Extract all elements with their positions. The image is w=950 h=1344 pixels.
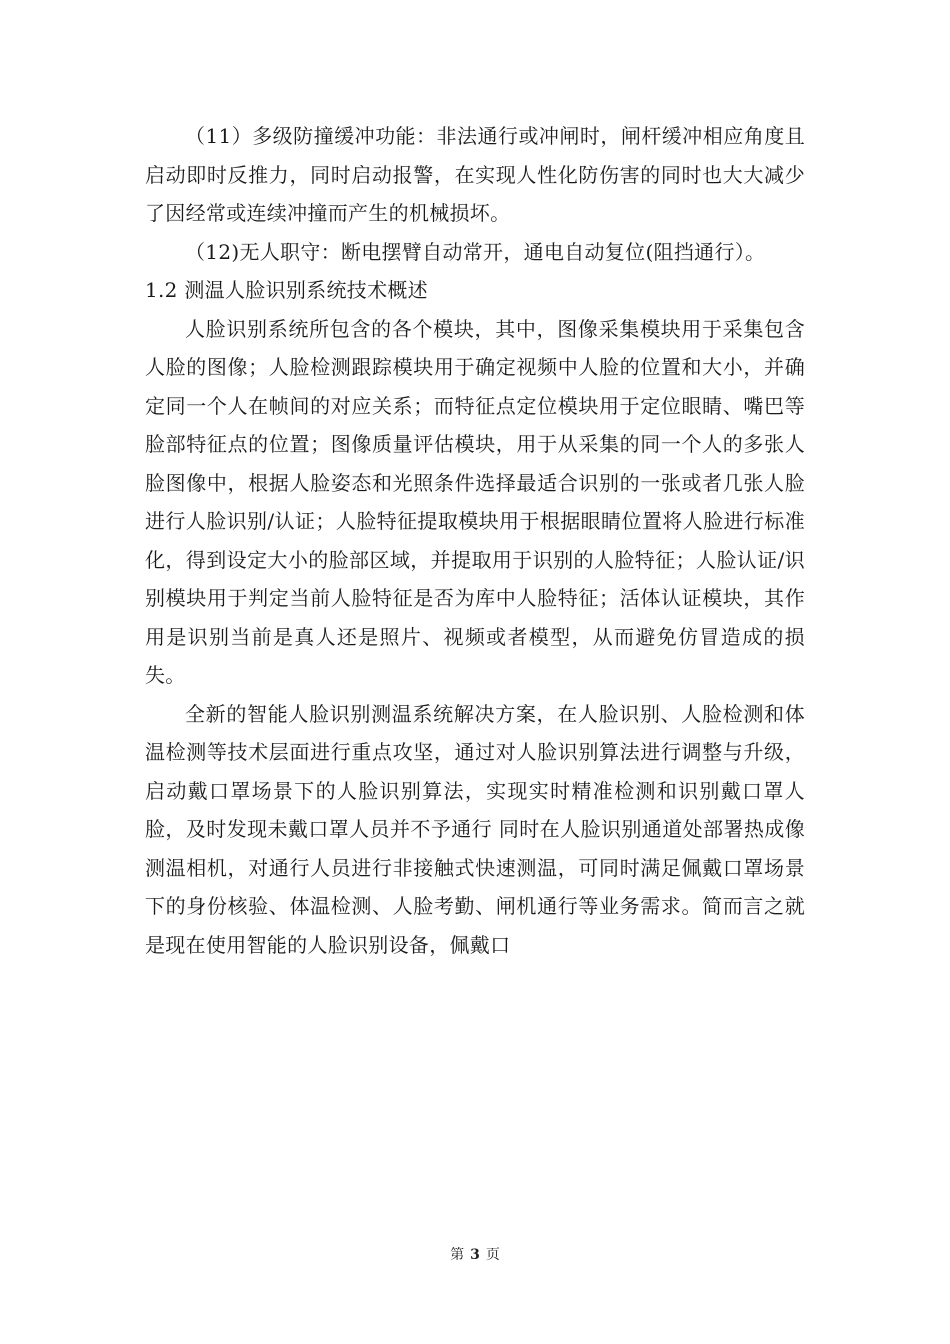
paragraph-modules: 人脸识别系统所包含的各个模块，其中，图像采集模块用于采集包含人脸的图像；人脸检测跟踪模块用于确定视频中人脸的位置和大小，并确定同一个人在帧间的对应关系；而特征点定位模块用于定位眼睛、嘴巴等脸部特征点的位置；图像质量评估模块，用于从采集的同一个人的多张人脸图像中，根据人脸姿态和光照条件选择最适合识别的一张或者几张人脸进行人脸识别/认证；人脸特征提取模块用于根据眼睛位置将人脸进行标准化，得到设定大小的脸部区域，并提取用于识别的人脸特征；人脸认证/识别模块用于判定当前人脸特征是否为库中人脸特征；活体认证模块，其作用是识别当前是真人还是照片、视频或者模型，从而避免仿冒造成的损失。 xyxy=(145,316,805,687)
section-heading: 1.2 测温人脸识别系统技术概述 xyxy=(145,278,428,302)
paragraph-solution: 全新的智能人脸识别测温系统解决方案，在人脸识别、人脸检测和体温检测等技术层面进行重点攻坚，通过对人脸识别算法进行调整与升级，启动戴口罩场景下的人脸识别算法，实现实时精准检测和识别戴口罩人脸，及时发现未戴口罩人员并不予通行 同时在人脸识别通道处部署热成像测温相机，对通行人员进行非接触式快速测温，可同时满足佩戴口罩场景下的身份核验、体温检测、人脸考勤、闸机通行等业务需求。简而言之就是现在使用智能的人脸识别设备，佩戴口 xyxy=(145,701,805,957)
page-footer xyxy=(0,1244,950,1264)
paragraph-item-11: （11）多级防撞缓冲功能：非法通行或冲闸时，闸杆缓冲相应角度且启动即时反推力，同时启动报警，在实现人性化防伤害的同时也大大减少了因经常或连续冲撞而产生的机械损坏。 xyxy=(145,124,805,225)
page-number: 3 xyxy=(470,1247,480,1263)
footer-prefix: 第 xyxy=(450,1247,465,1263)
page-body xyxy=(145,117,805,964)
paragraph-item-12: （12)无人职守：断电摆臂自动常开，通电自动复位(阻挡通行）。 xyxy=(185,239,766,264)
footer-suffix: 页 xyxy=(485,1247,500,1263)
